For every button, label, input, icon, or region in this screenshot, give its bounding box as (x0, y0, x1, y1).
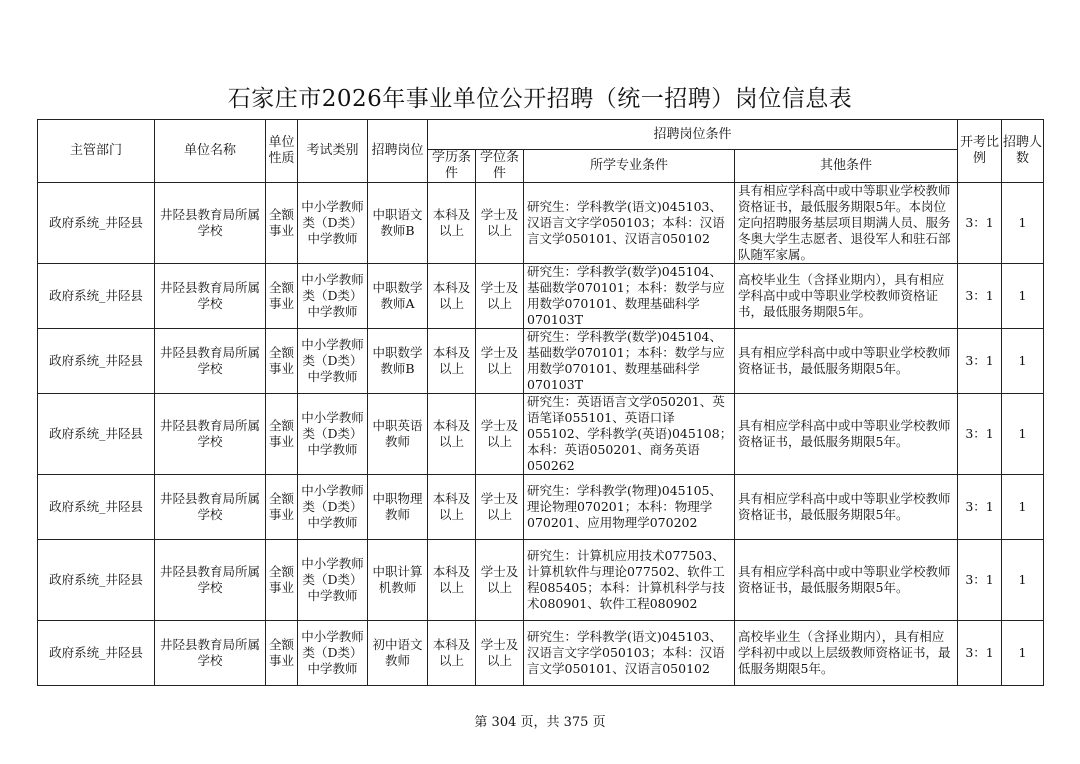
page-footer: 第 304 页，共 375 页 (474, 715, 606, 730)
table-row (38, 329, 1044, 394)
cell-unit: 井陉县教育局所属学校 (155, 540, 266, 621)
cell-dept: 政府系统_井陉县 (38, 183, 155, 264)
cell-major: 研究生：学科教学(物理)045105、理论物理070201；本科：物理学070201、应用物理学070202 (524, 475, 735, 540)
cell-degree: 学士及以上 (476, 264, 524, 329)
table-row (38, 621, 1044, 686)
header-dept: 主管部门 (38, 120, 155, 183)
cell-degree: 学士及以上 (476, 183, 524, 264)
header-conditions: 招聘岗位条件 (428, 120, 958, 150)
job-info-table (37, 119, 1044, 686)
header-post: 招聘岗位 (368, 120, 428, 183)
cell-dept: 政府系统_井陉县 (38, 264, 155, 329)
cell-nature: 全额事业 (266, 475, 298, 540)
cell-exam: 中小学教师类（D类）中学教师 (298, 329, 368, 394)
cell-post: 中职英语教师 (368, 394, 428, 475)
cell-unit: 井陉县教育局所属学校 (155, 264, 266, 329)
table-row (38, 183, 1044, 264)
cell-edu: 本科及以上 (428, 264, 476, 329)
page-title: 石家庄市2026年事业单位公开招聘（统一招聘）岗位信息表 (227, 86, 853, 112)
cell-other: 具有相应学科高中或中等职业学校教师资格证书，最低服务期限5年。 (735, 394, 958, 475)
header-other: 其他条件 (735, 150, 958, 183)
cell-ratio: 3：1 (958, 183, 1002, 264)
cell-exam: 中小学教师类（D类）中学教师 (298, 183, 368, 264)
cell-count: 1 (1002, 264, 1044, 329)
cell-unit: 井陉县教育局所属学校 (155, 621, 266, 686)
cell-unit: 井陉县教育局所属学校 (155, 329, 266, 394)
cell-unit: 井陉县教育局所属学校 (155, 394, 266, 475)
cell-major: 研究生：学科教学(语文)045103、汉语言文字学050103；本科：汉语言文学050101、汉语言050102 (524, 621, 735, 686)
cell-other: 具有相应学科高中或中等职业学校教师资格证书，最低服务期限5年。本岗位定向招聘服务基层项目期满人员、服务冬奥大学生志愿者、退役军人和驻石部队随军家属。 (735, 183, 958, 264)
cell-major: 研究生：学科教学(语文)045103、汉语言文字学050103；本科：汉语言文学050101、汉语言050102 (524, 183, 735, 264)
cell-ratio: 3：1 (958, 394, 1002, 475)
header-degree: 学位条件 (476, 150, 524, 183)
cell-count: 1 (1002, 540, 1044, 621)
cell-major: 研究生：学科教学(数学)045104、基础数学070101；本科：数学与应用数学070101、数理基础科学070103T (524, 264, 735, 329)
cell-nature: 全额事业 (266, 540, 298, 621)
table-row (38, 540, 1044, 621)
cell-ratio: 3：1 (958, 540, 1002, 621)
cell-degree: 学士及以上 (476, 394, 524, 475)
table-row (38, 394, 1044, 475)
header-ratio: 开考比例 (958, 120, 1002, 183)
cell-edu: 本科及以上 (428, 183, 476, 264)
cell-count: 1 (1002, 329, 1044, 394)
cell-edu: 本科及以上 (428, 540, 476, 621)
cell-exam: 中小学教师类（D类）中学教师 (298, 475, 368, 540)
cell-other: 高校毕业生（含择业期内），具有相应学科初中或以上层级教师资格证书，最低服务期限5年。 (735, 621, 958, 686)
cell-nature: 全额事业 (266, 621, 298, 686)
cell-degree: 学士及以上 (476, 329, 524, 394)
cell-major: 研究生：英语语言文学050201、英语笔译055101、英语口译055102、学科教学(英语)045108；本科：英语050201、商务英语050262 (524, 394, 735, 475)
cell-exam: 中小学教师类（D类）中学教师 (298, 540, 368, 621)
cell-nature: 全额事业 (266, 394, 298, 475)
cell-degree: 学士及以上 (476, 621, 524, 686)
cell-edu: 本科及以上 (428, 329, 476, 394)
cell-edu: 本科及以上 (428, 621, 476, 686)
cell-nature: 全额事业 (266, 329, 298, 394)
cell-degree: 学士及以上 (476, 540, 524, 621)
cell-major: 研究生：计算机应用技术077503、计算机软件与理论077502、软件工程085405；本科：计算机科学与技术080901、软件工程080902 (524, 540, 735, 621)
cell-post: 初中语文教师 (368, 621, 428, 686)
cell-ratio: 3：1 (958, 621, 1002, 686)
cell-dept: 政府系统_井陉县 (38, 394, 155, 475)
cell-post: 中职语文教师B (368, 183, 428, 264)
cell-exam: 中小学教师类（D类）中学教师 (298, 264, 368, 329)
cell-ratio: 3：1 (958, 264, 1002, 329)
cell-other: 高校毕业生（含择业期内），具有相应学科高中或中等职业学校教师资格证书，最低服务期限5年。 (735, 264, 958, 329)
cell-edu: 本科及以上 (428, 475, 476, 540)
header-edu: 学历条件 (428, 150, 476, 183)
header-count: 招聘人数 (1002, 120, 1044, 183)
cell-count: 1 (1002, 621, 1044, 686)
header-exam: 考试类别 (298, 120, 368, 183)
cell-post: 中职数学教师A (368, 264, 428, 329)
table-row (38, 475, 1044, 540)
cell-ratio: 3：1 (958, 475, 1002, 540)
cell-post: 中职数学教师B (368, 329, 428, 394)
cell-major: 研究生：学科教学(数学)045104、基础数学070101；本科：数学与应用数学070101、数理基础科学070103T (524, 329, 735, 394)
header-unit: 单位名称 (155, 120, 266, 183)
cell-exam: 中小学教师类（D类）中学教师 (298, 621, 368, 686)
cell-edu: 本科及以上 (428, 394, 476, 475)
cell-nature: 全额事业 (266, 264, 298, 329)
cell-count: 1 (1002, 475, 1044, 540)
cell-count: 1 (1002, 183, 1044, 264)
header-major: 所学专业条件 (524, 150, 735, 183)
cell-nature: 全额事业 (266, 183, 298, 264)
cell-other: 具有相应学科高中或中等职业学校教师资格证书，最低服务期限5年。 (735, 540, 958, 621)
header-nature: 单位性质 (266, 120, 298, 183)
cell-unit: 井陉县教育局所属学校 (155, 475, 266, 540)
cell-degree: 学士及以上 (476, 475, 524, 540)
cell-other: 具有相应学科高中或中等职业学校教师资格证书，最低服务期限5年。 (735, 329, 958, 394)
table-row (38, 264, 1044, 329)
cell-unit: 井陉县教育局所属学校 (155, 183, 266, 264)
cell-dept: 政府系统_井陉县 (38, 621, 155, 686)
cell-dept: 政府系统_井陉县 (38, 329, 155, 394)
cell-exam: 中小学教师类（D类）中学教师 (298, 394, 368, 475)
cell-dept: 政府系统_井陉县 (38, 540, 155, 621)
cell-dept: 政府系统_井陉县 (38, 475, 155, 540)
cell-post: 中职物理教师 (368, 475, 428, 540)
cell-count: 1 (1002, 394, 1044, 475)
cell-ratio: 3：1 (958, 329, 1002, 394)
cell-post: 中职计算机教师 (368, 540, 428, 621)
cell-other: 具有相应学科高中或中等职业学校教师资格证书，最低服务期限5年。 (735, 475, 958, 540)
